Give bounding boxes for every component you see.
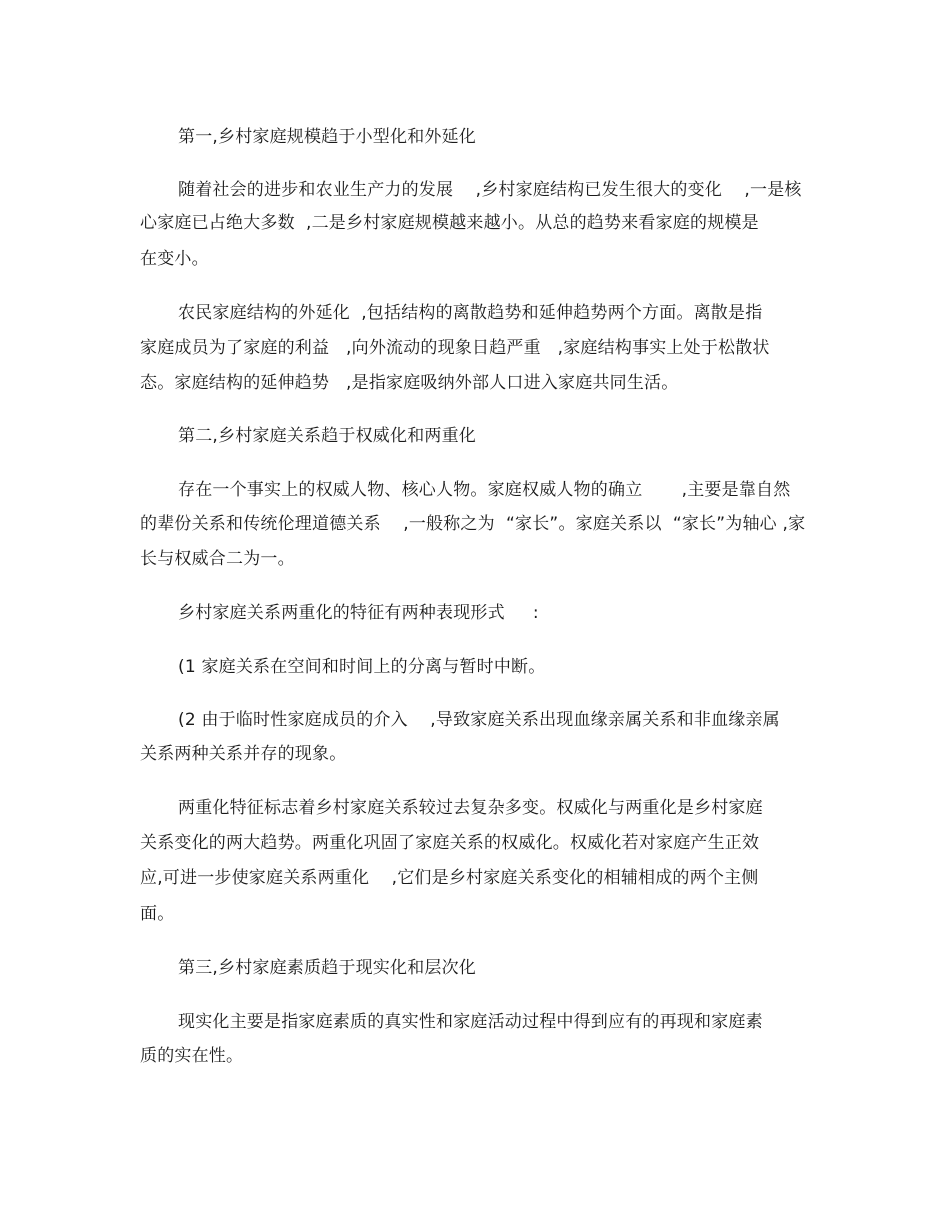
text-line: (2 由于临时性家庭成员的介入 ,导致家庭关系出现血缘亲属关系和非血缘亲属 <box>178 710 780 730</box>
text-line: 家庭成员为了家庭的利益 ,向外流动的现象日趋严重 ,家庭结构事实上处于松散状 <box>140 338 770 358</box>
text-line: 关系变化的两大趋势。两重化巩固了家庭关系的权威化。权威化若对家庭产生正效 <box>140 833 760 853</box>
text-line: 的辈份关系和传统伦理道德关系 ,一般称之为 “家长”。家庭关系以 “家长”为轴心 ,家 <box>140 514 806 534</box>
text-line: 第三,乡村家庭素质趋于现实化和层次化 <box>178 958 477 978</box>
text-line: 长与权威合二为一。 <box>140 549 295 569</box>
text-line: 在变小。 <box>140 249 209 269</box>
text-line: 第一,乡村家庭规模趋于小型化和外延化 <box>178 127 477 147</box>
text-line: 随着社会的进步和农业生产力的发展 ,乡村家庭结构已发生很大的变化 ,一是核 <box>178 180 802 200</box>
text-line: 关系两种关系并存的现象。 <box>140 744 347 764</box>
text-line: 乡村家庭关系两重化的特征有两种表现形式 : <box>178 603 539 623</box>
text-line: (1 家庭关系在空间和时间上的分离与暂时中断。 <box>178 657 546 677</box>
text-line: 面。 <box>140 904 175 924</box>
text-line: 第二,乡村家庭关系趋于权威化和两重化 <box>178 426 477 446</box>
text-line: 存在一个事实上的权威人物、核心人物。家庭权威人物的确立 ,主要是靠自然 <box>178 480 791 500</box>
text-line: 态。家庭结构的延伸趋势 ,是指家庭吸纳外部人口进入家庭共同生活。 <box>140 373 679 393</box>
text-line: 两重化特征标志着乡村家庭关系较过去复杂多变。权威化与两重化是乡村家庭 <box>178 798 763 818</box>
text-line: 现实化主要是指家庭素质的真实性和家庭活动过程中得到应有的再现和家庭素 <box>178 1012 763 1032</box>
text-line: 质的实在性。 <box>140 1046 244 1066</box>
text-line: 心家庭已占绝大多数 ,二是乡村家庭规模越来越小。从总的趋势来看家庭的规模是 <box>140 213 759 233</box>
text-line: 应,可进一步使家庭关系两重化 ,它们是乡村家庭关系变化的相辅相成的两个主侧 <box>140 868 759 888</box>
text-line: 农民家庭结构的外延化 ,包括结构的离散趋势和延伸趋势两个方面。离散是指 <box>178 303 763 323</box>
